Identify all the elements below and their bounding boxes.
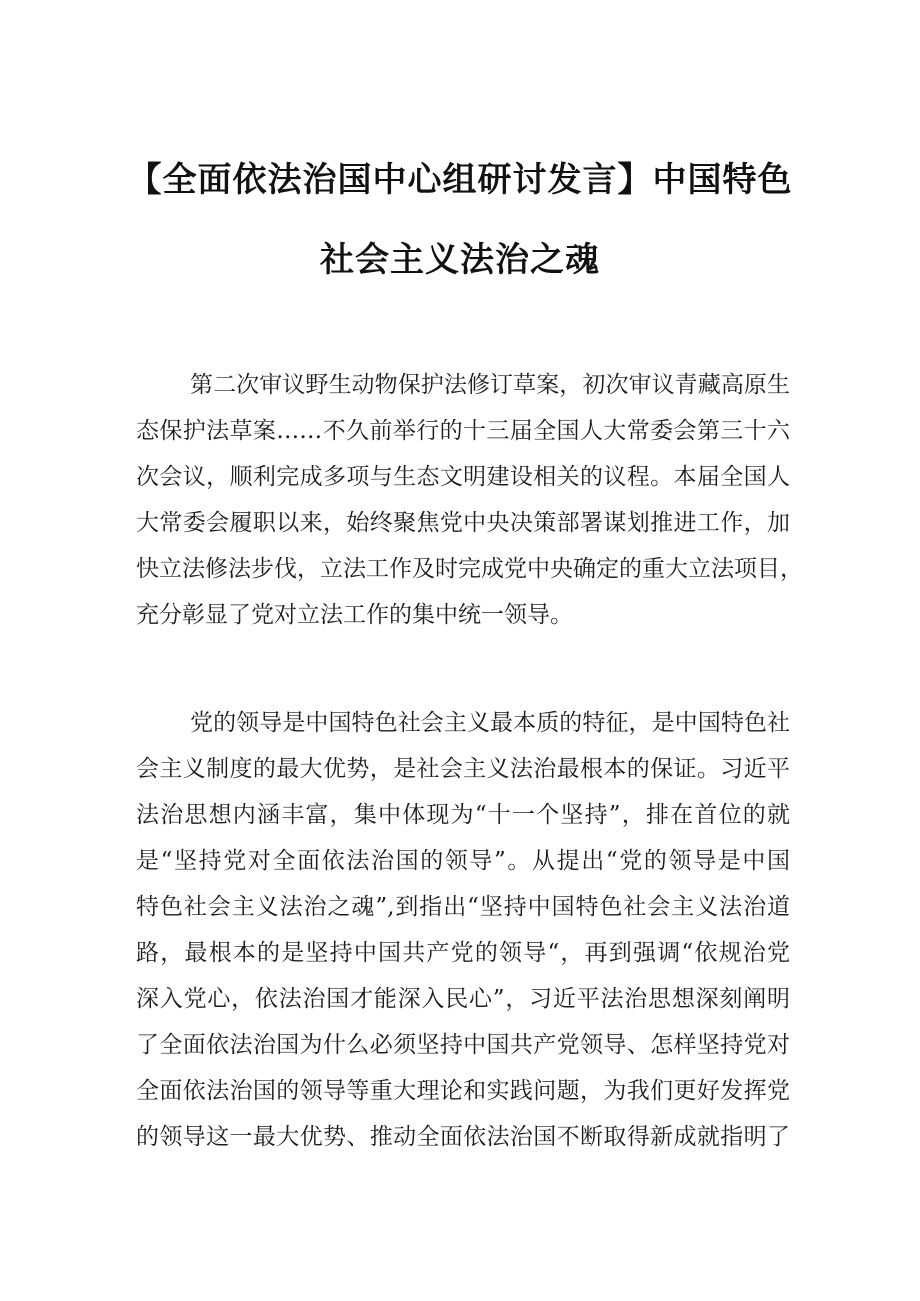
paragraph-1-line: 次会议，顺利完成多项与生态文明建设相关的议程。本届全国人	[136, 464, 790, 490]
paragraph-2-line: 全面依法治国的领导等重大理论和实践问题，为我们更好发挥党	[136, 1078, 790, 1104]
paragraph-1-line: 大常委会履职以来，始终聚焦党中央决策部署谋划推进工作，加	[136, 510, 790, 536]
paragraph-2-line: 是“坚持党对全面依法治国的领导”。从提出“党的领导是中国	[136, 848, 790, 874]
paragraph-2-line: 法治思想内涵丰富，集中体现为“十一个坚持”，排在首位的就	[136, 802, 790, 828]
paragraph-1-line: 充分彰显了党对立法工作的集中统一领导。	[136, 602, 573, 628]
paragraph-2-line: 了全面依法治国为什么必须坚持中国共产党领导、怎样坚持党对	[136, 1032, 790, 1058]
paragraph-2-line: 的领导这一最大优势、推动全面依法治国不断取得新成就指明了	[136, 1124, 790, 1150]
paragraph-2-line: 会主义制度的最大优势，是社会主义法治最根本的保证。习近平	[136, 756, 790, 782]
paragraph-1-line: 快立法修法步伐，立法工作及时完成党中央确定的重大立法项目，	[136, 556, 803, 582]
document-title-line-1: 【全面依法治国中心组研讨发言】中国特色	[127, 160, 793, 200]
paragraph-2-line: 深入党心，依法治国才能深入民心”，习近平法治思想深刻阐明	[136, 986, 790, 1012]
document-title-line-2: 社会主义法治之魂	[320, 240, 600, 280]
paragraph-1-line: 第二次审议野生动物保护法修订草案，初次审议青藏高原生	[190, 372, 790, 398]
paragraph-2-line: 特色社会主义法治之魂”,到指出“坚持中国特色社会主义法治道	[136, 894, 790, 920]
paragraph-1-line: 态保护法草案……不久前举行的十三届全国人大常委会第三十六	[136, 418, 790, 444]
paragraph-2-line: 路，最根本的是坚持中国共产党的领导“，再到强调“依规治党	[136, 940, 790, 966]
paragraph-2-line: 党的领导是中国特色社会主义最本质的特征，是中国特色社	[190, 710, 790, 736]
